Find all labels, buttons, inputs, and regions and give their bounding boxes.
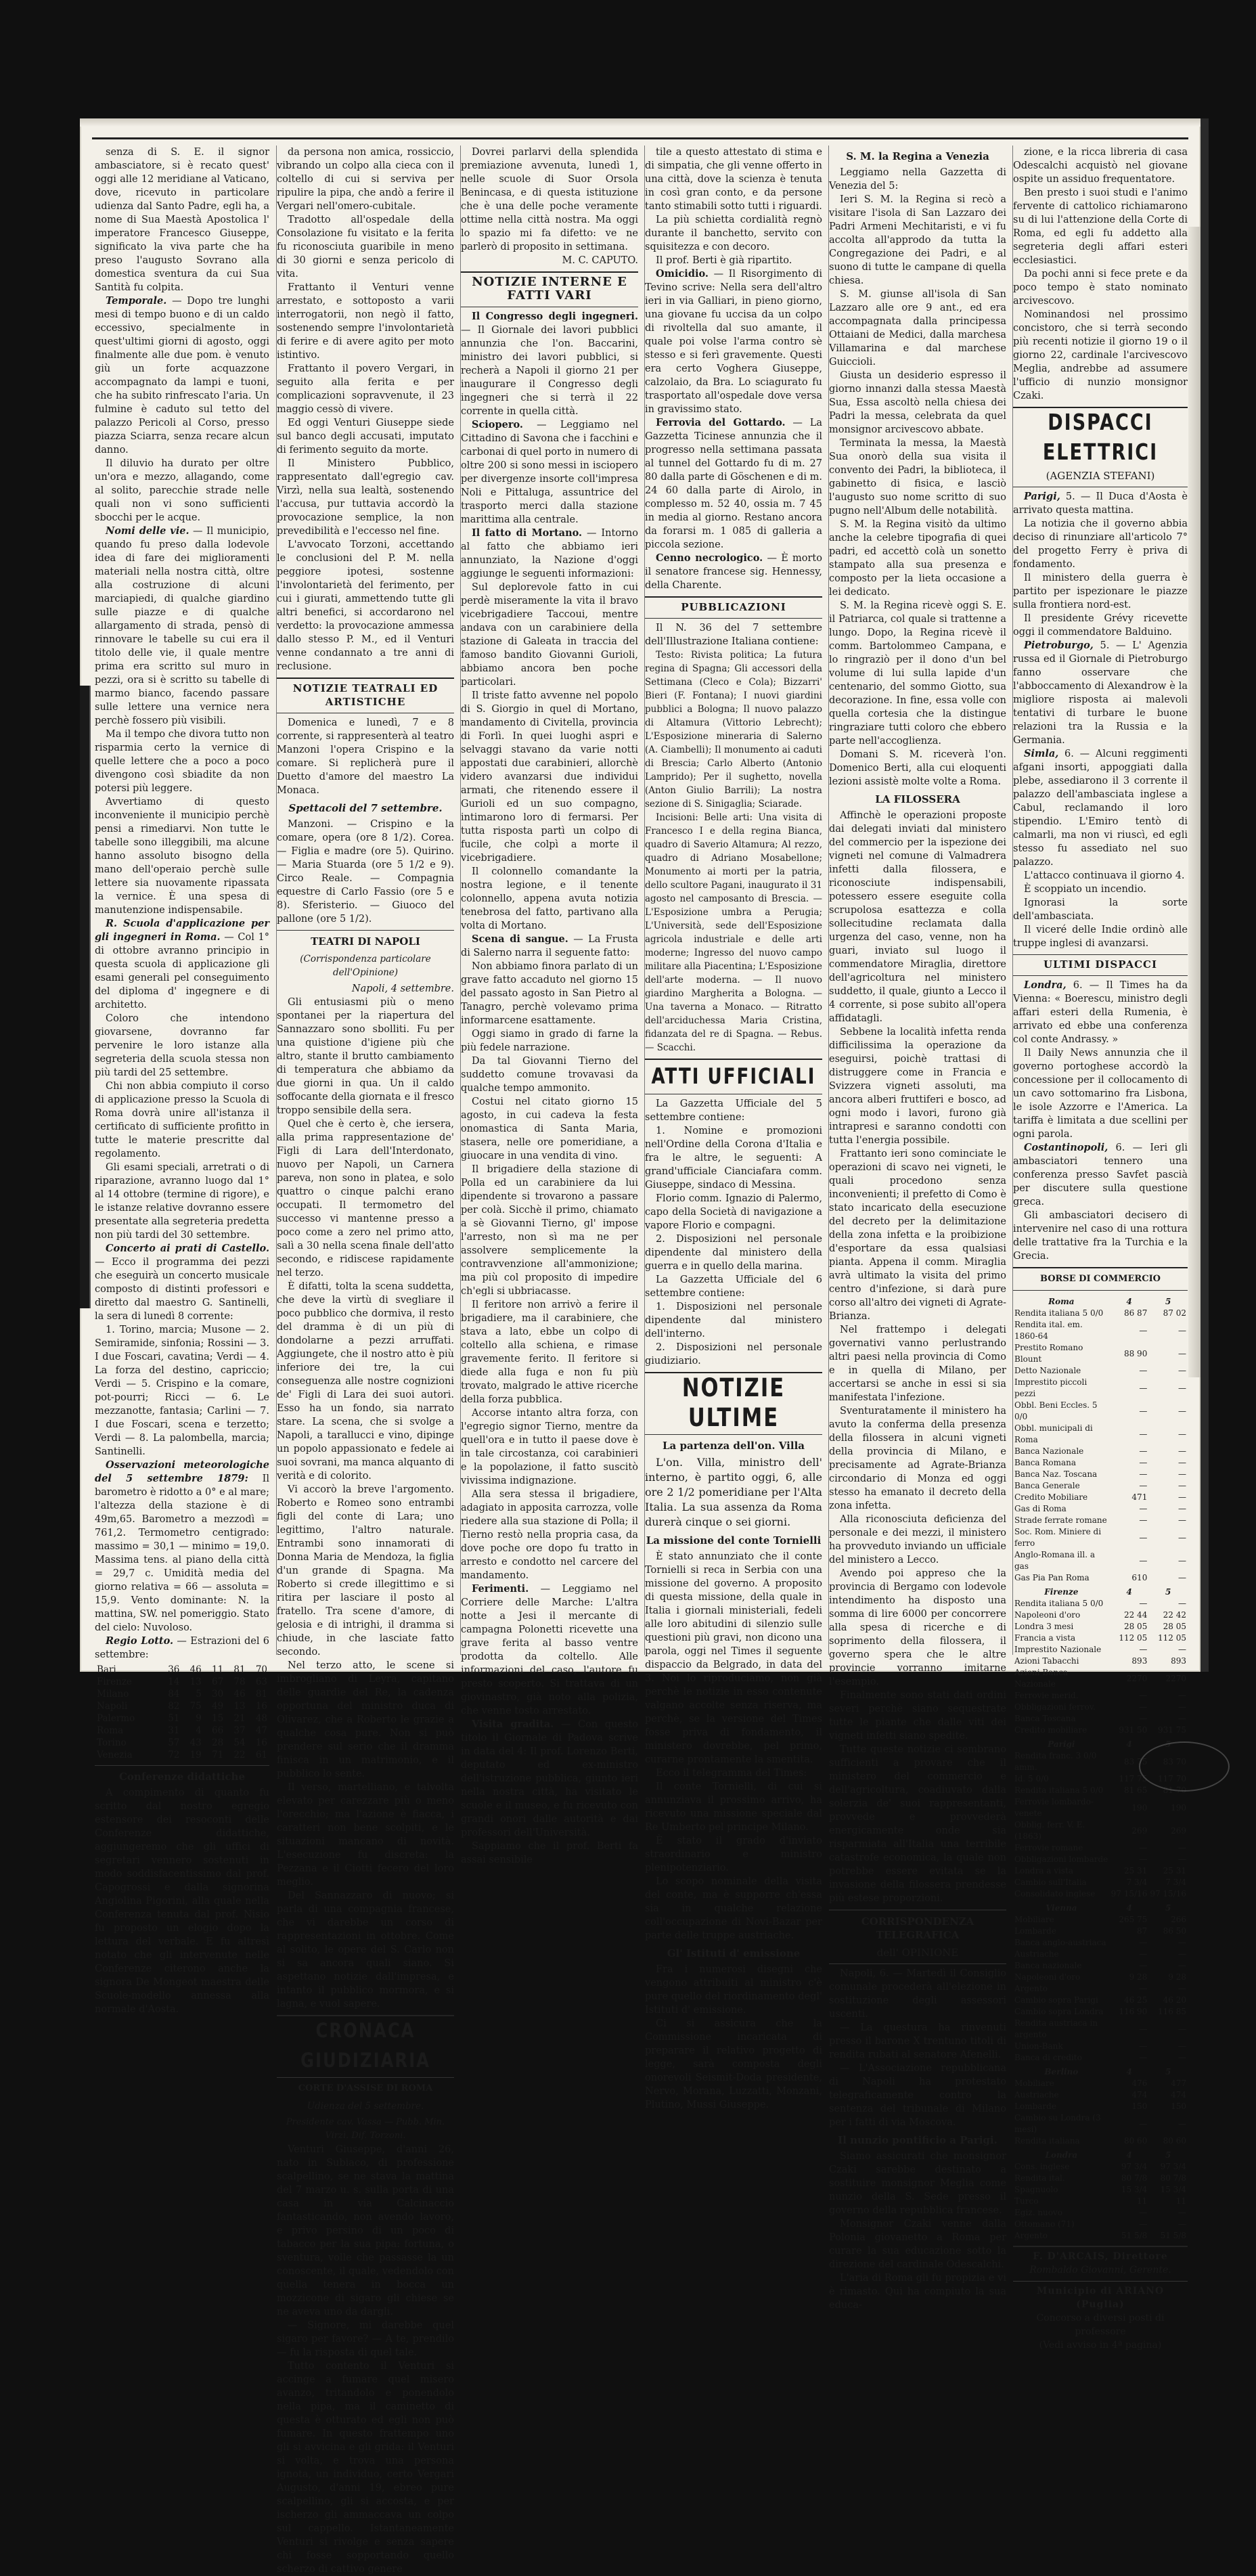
paragraph: Domani S. M. riceverà l'on. Domenico Berti, alla cui eloquenti lezioni assistè molte volte a Roma. xyxy=(829,749,1006,787)
divider xyxy=(461,271,638,273)
paragraph: Manzoni. — Crispino e la comare, opera (ore 8 1/2). Corea. — Figlia e madre (ore 5). Quirino. — Maria Stuarda (ore 5 1/2 e 9). Circo Reale. — Compagnia equestre di Carlo Fassio (ore 5 e 8). Sferisterio. — Giuoco del pallone (ore 5 1/2). xyxy=(277,819,454,925)
paragraph: — La questura ha rinvenuti presso il barone X trentuno titoli di rendita rubati al senatore Afenelli. xyxy=(829,2022,1006,2060)
divider xyxy=(1013,975,1188,976)
column-4 xyxy=(644,146,823,2110)
paragraph: Tutto contento il Venturi si accinge a fumare quel misero avanzo, tritandolo e ponendolo nella pipa, ma il caminetto di questa è otturato ed egli non può fumare. In questo frattempo uno gli si avvicina e gli grida: il Venturi si volta, e trova una persona ignota, un individuo, certo Vergari Augusto, d'anni 19, ebreo pure scalpellino, gli si accosta, e per ischerzo gli ammaccava un colpo sul cappello. Istantaneamente Venturi si rivolge e senza sapere chi fosse sopportando quello scherzo di cattivo genere xyxy=(277,2361,454,2575)
paragraph: L'avvocato Torzoni, accettando le conclusioni del P. M. nella peggiore ipotesi, sostenne l'involontarietà del ferimento, per cui i giurati, ammettendo tutte gli altri benefici, si accordarono nel verdetto: la provocazione ammessa dallo stesso P. M., ed il Venturi venne condannato a tre anni di reclusione. xyxy=(277,539,454,672)
paragraph: La più schietta cordialità regnò durante il banchetto, servito con squisitezza e con decoro. xyxy=(645,215,822,252)
paragraph: Terminata la messa, la Maestà Sua onorò della sua visita il convento dei Padri, la biblioteca, il gabinetto di fisica, e lasciò l'augusto suo nome scritto di suo pugno nell'Album delle notabilità. xyxy=(829,438,1006,516)
newspaper-page xyxy=(80,118,1201,2575)
lotto-row: Milano 84 5 30 46 81 xyxy=(97,1689,267,1700)
bourse-city-row: Firenze 4 5 xyxy=(1044,1587,1171,1597)
paragraph: Vi accorò la breve l'argomento. Roberto e Romeo sono entrambi figli del conte di Lara; uno legittimo, l'altro naturale. Entrambi sono innamorati di Donna Maria de Mendoza, la figlia d'un grande di Spagna. Ma Roberto si crede illegittimo e si ritira per lasciare il posto al fratello. Tra scene d'amore, di gelosia e di intrighi, il dramma si chiude, in che lasciate fatto secondo. xyxy=(277,1484,454,1658)
paragraph: Ferrovia del Gottardo. — La Gazzetta Ticinese annunzia che il progresso nella settimana passata al tunnel del Gottardo fu di m. 27 80 dalla parte di Göschenen e di m. 24 60 dalla parte di Airolo, in complesso m. 52 40, ossia m. 7 45 in media al giorno. Restano ancora da forarsi m. 1 085 di galleria a piccola sezione. xyxy=(645,417,822,550)
bourse-row: Rendita italiana 5 0/0 81 65 81 70 xyxy=(1014,1785,1186,1795)
paragraph: Alla riconosciuta deficienza del personale e dei mezzi, il ministero ha provveduto inviando un ufficiale del ministero a Lecco. xyxy=(829,1514,1006,1565)
section-title: CORRISPONDENZA TELEGRAFICA xyxy=(861,1915,974,1941)
paragraph: Il viceré delle Indie ordinò alle truppe inglesi di avanzarsi. xyxy=(1013,925,1188,949)
paragraph: Il diluvio ha durato per oltre un'ora e mezzo, allagando, come al solito, parecchie strade nelle quali non vi sono sufficienti sbocchi per le acque. xyxy=(95,458,269,523)
section-subtitle: La partenza dell'on. Villa xyxy=(663,1440,805,1452)
bourse-city-row: Parigi 4 5 xyxy=(1048,1739,1171,1749)
paragraph: Monsignor Czaki venne dalla Polonia giovanetto a Roma per curare la sua educazione sotto la direzione del cardinale Odescalchi. xyxy=(829,2219,1006,2270)
paragraph: Frattanto il Venturi venne arrestato, e sottoposto a varii interrogatorii, non negò il fatto, sostenendo sempre l'involontarietà di ferire e di avere agito per moto istintivo. xyxy=(277,282,454,361)
paragraph: Quel che è certo è, che iersera, alla prima rappresentazione de' Figli di Lara dell'Interdonato, nuovo per Napoli, un Carnera pareva, non sono in platea, e solo quattro o cinque palchi erano occupati. Il termometro del successo vi mantenne presso a poco come a zero nel primo atto, salì a 30 nella scena finale dell'atto secondo, e ridiscese rapidamente nel terzo. xyxy=(277,1119,454,1279)
bourse-row: Obbl. municipali di Roma — — xyxy=(1014,1423,1186,1444)
publisher-signature: F. D'ARCAIS, Direttore Rombaldo Giovanni, Gerente. Municipio di ARIANO (Puglia) Concorso a diversi posti di professore (Vedi avviso in 4ª pagina) xyxy=(1013,2250,1188,2352)
divider xyxy=(277,930,454,931)
paragraph: — L'Associazione repubblicana di Napoli ha protestato telegraficamente contro la sentenza del tribunale di Milano per i fatti di via Moscova. xyxy=(829,2063,1006,2128)
bourse-city-row: Londra 4 5 xyxy=(1045,2150,1171,2160)
bourse-row: Rendita ital. em. 1860-64 — — xyxy=(1014,1320,1186,1341)
paragraph: Sul deplorevole fatto in cui perdè miseramente la vita il bravo vicebrigadiere Taccoui, mentre andava con un carabiniere della stazione di Galeata in traccia del famoso bandito Giovanni Gurioli, abbiamo ancora ben poche particolari. xyxy=(461,582,638,688)
section-subtitle: Il nunzio pontificio a Parigi. xyxy=(838,2134,997,2146)
bourse-row: Obbligazioni ferrov. — — xyxy=(1014,1702,1186,1712)
bourse-row: Imprestito Nazionale — — xyxy=(1014,1645,1186,1654)
bourse-row: Argento — — xyxy=(1014,1984,1186,1993)
paragraph: Costantinopoli, 6. — Ieri gli ambasciatori tennero una conferenza presso Savfet pascià per discutere sulla questione greca. xyxy=(1013,1142,1188,1207)
section-title: ATTI UFFICIALI xyxy=(651,1063,816,1089)
section-title: NOTIZIE INTERNE E FATTI VARI xyxy=(472,275,627,303)
bourse-row: Turco 11 11 xyxy=(1014,2196,1186,2206)
paragraph: zione, e la ricca libreria di casa Odescalchi acquistò nel giovane ospite un assiduo frequentatore. xyxy=(1013,147,1188,185)
paragraph: Non abbiamo finora parlato di un grave fatto accaduto nel giorno 15 del passato agosto in San Pietro al Tanagro, perchè volevamo prima informarcene esattamente. xyxy=(461,961,638,1026)
paragraph: 1. Torino, marcia; Musone — 2. Semiramide, sinfonia; Rossini — 3. I due Foscari, cavatina; Verdi — 4. La forza del destino, capriccio; Verdi — 5. Crispino e la comare, pot-pourri; Ricci — 6. Le mezzanotte, fantasia; Carlini — 7. I due Foscari, scena e terzetto; Verdi — 8. La palombella, marcia; Santinelli. xyxy=(95,1325,269,1457)
paragraph: Ieri S. M. la Regina si recò a visitare l'isola di San Lazzaro dei Padri Armeni Mechitaristi, e vi fu accolta all'approdo da tutta la Congregazione dei Padri, e al suono di tutte le campane di quella chiesa. xyxy=(829,194,1006,286)
paragraph: L'on. Villa, ministro dell' interno, è partito oggi, 6, alle ore 2 1/2 pomeridiane per l'Alta Italia. La sua assenza da Roma durerà cinque o sei giorni. xyxy=(645,1456,822,1528)
paragraph: Ma il tempo che divora tutto non risparmia certo la vernice di quelle lettere che a poco a poco divengono così sbiadite da non potersi più leggere. xyxy=(95,729,270,794)
paragraph: Venturi Giuseppe, d'anni 26, nato in Subiaco, di professione scalpellino, se ne stava la mattina del 7 marzo u. s. sulla porta di una casa in via Calcinaccio fantasticando, non avendo lavoro, e privo persino di un poco di tabacco per la sua pipa: fortuna, o sventura, volle che passasse la un conoscente, il quale, vedendolo con quella tenera in bocca un mozzicone di sigaro gli chiese se ne aveva uno da dargli. xyxy=(277,2144,454,2317)
paragraph: — Signore, mi darebbe quel sigaro per favore? — A te, prendilo — fu la risposta di quel tale. xyxy=(277,2320,454,2358)
bourse-row: Austriache — — xyxy=(1014,1949,1186,1959)
paragraph: Ignorasi la sorte dell'ambasciata. xyxy=(1013,897,1188,922)
divider xyxy=(95,1765,269,1766)
divider xyxy=(829,1963,1006,1964)
paragraph: S. M. giunse all'isola di San Lazzaro alle ore 9 ant., ed era accompagnata dalla principessa Ottaiani de Medici, dalla marchesa Villamarina e dal marchese Guiccioli. xyxy=(829,289,1006,368)
paragraph: Gli ambasciatori decisero di intervenire nel caso di una rottura delle trattative fra la Turchia e la Grecia. xyxy=(1013,1210,1188,1262)
bourse-row: Id. 5 0/0 117 75 117 70 xyxy=(1014,1774,1186,1783)
paragraph: È stato annunziato che il conte Tornielli si reca in Serbia con una missione del governo. A proposito di questa missione, della quale in Italia i giornali ministeriali, fedeli alle loro abitudini di silenzio sulle questioni più gravi, non dicono una parola, oggi nel Times il seguente dispaccio da Belgrado, in data del 3. Noi lo riproduciamo, non già perchè le notizie in esso contenute valgano accolte senza riserva, ma perchè, se la versione del Times fosse priva di fondamento, il ministero dovrebbe, pel primo, curarne prontamente la smentita. xyxy=(645,1551,822,1765)
lotto-row: Venezia 72 19 71 22 61 xyxy=(97,1750,267,1760)
page-edge-shadow xyxy=(1188,227,1201,1377)
column-2 xyxy=(276,146,454,2575)
section-title: DISPACCI ELETTRICI xyxy=(1042,409,1159,466)
paragraph: Chi non abbia compiuto il corso di applicazione presso la Scuola di Roma dovrà unire all'istanza il certificato di sufficiente profitto in tutte le materie prescritte dal regolamento. xyxy=(95,1081,269,1159)
paragraph: Frattanto il povero Vergari, in seguito alla ferita e per complicazioni sopravvenute, il 23 maggio cessò di vivere. xyxy=(277,363,454,415)
paragraph: Temporale. — Dopo tre lunghi mesi di tempo buono e di un caldo eccessivo, specialmente in quest'ultimi giorni di agosto, oggi finalmente alle due pom. è venuto giù un forte acquazzone accompagnato da lampi e tuoni, che ha subito rinfrescato l'aria. Un fulmine è caduto sul tetto del palazzo Pericoli al Corso, presso piazza Sciarra, senza recare alcun danno. xyxy=(95,295,270,456)
dateline: Napoli, 4 settembre. xyxy=(351,983,454,994)
bourse-row: Banca anglo-austriaca — — xyxy=(1014,1938,1186,1947)
paragraph: L'aria di Roma gli fu propizia e vi è rimasto. Qui ha compiuto la sua educa- xyxy=(829,2273,1006,2311)
section-title: BORSE DI COMMERCIO xyxy=(1040,1274,1161,1284)
bourse-row: Consolidato inglese 97 15/16 97 15/16 xyxy=(1014,1889,1186,1898)
paragraph: Costui nel citato giorno 15 agosto, in cui cadeva la festa onomastica di Santa Maria, stasera, nelle ore pomeridiane, a giuocare in una vendita di vino. xyxy=(461,1096,638,1161)
bourse-row: Egiz. nuovo — — xyxy=(1014,2208,1186,2217)
bourse-row: Obbl. Beni Eccles. 5 0/0 — — xyxy=(1014,1400,1186,1421)
bourse-row: Soc. Rom. Miniere di ferro — — xyxy=(1014,1527,1186,1548)
paragraph: Sebbene la località infetta renda difficilissima la operazione da eseguirsi, poichè trattasi di distruggere come in Francia e Svizzera vigneti assoluti, ma ancora alberi fruttiferi e bosco, ad ogni modo i lavori, furono già intrapresi e saranno condotti con tutta l'energia possibile. xyxy=(829,1027,1006,1146)
divider xyxy=(829,1909,1006,1911)
lotto-row: Bari 36 46 11 81 70 xyxy=(97,1664,267,1675)
bourse-row: Cambio sopra Parigi 46 25 46 20 xyxy=(1014,1995,1186,2005)
bourse-row: Lombarde 87 86 50 xyxy=(1014,1926,1186,1936)
paragraph: Parigi, 5. — Il Duca d'Aosta è arrivato questa mattina. xyxy=(1013,491,1188,516)
divider xyxy=(277,678,454,679)
bourse-city-row: Roma 4 5 xyxy=(1048,1297,1171,1306)
column-1 xyxy=(95,146,270,2015)
paragraph: Frattanto ieri sono cominciate le operazioni di scavo nei vigneti, le quali procedono senza inconvenienti; il prefetto di Como è stato incaricato della esecuzione del decreto per la delimitazione della zona infetta e la proibizione d'esportare da essa qualsiasi pianta. Appena il comm. Miraglia avrà ultimato la visita del primo centro d'infezione, si darà pure corso all'altro dei vigneti di Agrate-Brianza. xyxy=(829,1149,1006,1322)
bourse-row: Banca Nazionale — — xyxy=(1014,1446,1186,1456)
paragraph: Omicidio. — Il Risorgimento di Tevino scrive: Nella sera dell'altro ieri in via Galliari, in pieno giorno, una giovane fu uccisa da un colpo di rivoltella dal suo amante, il quale poi volse l'arma contro sè stesso e si ferì gravemente. Questi era certo Voghera Giuseppe, calzolaio, da Bra. Lo sciagurato fu trasportato all'ospedale dove versa in gravissimo stato. xyxy=(645,268,823,415)
paragraph: Nel frattempo i delegati governativi vanno perlustrando altri paesi nella provincia di Como e in quella di Milano, per accertarsi se anche in essi si sia manifestata l'infezione. xyxy=(829,1325,1006,1403)
section-subtitle: CORTE D'ASSISE DI ROMA xyxy=(298,2083,433,2093)
section-title: ULTIMI DISPACCI xyxy=(1043,958,1157,971)
paragraph: Il fatto di Mortano. — Intorno al fatto che abbiamo ieri annunziato, la Nazione d'oggi aggiunge le seguenti informazioni: xyxy=(461,527,638,579)
bourse-row: Strade ferrate romane — — xyxy=(1014,1515,1186,1525)
paragraph: La notizia che il governo abbia deciso di rinunziare all'articolo 7° del progetto Ferry è priva di fondamento. xyxy=(1013,518,1188,570)
paragraph: Alla sera stessa il brigadiere, adagiato in apposita carrozza, volle riedere alla sua stazione di Polla; il Tierno restò nella propria casa, da dove poche ore dopo fu tratto in arresto e condotto nel carcere del mandamento. xyxy=(461,1489,638,1581)
paragraph: Da tal Giovanni Tierno del suddetto comune trovavasi da qualche tempo ammonito. xyxy=(461,1056,638,1094)
library-stamp xyxy=(1139,1741,1230,1792)
paragraph: Il brigadiere della stazione di Polla ed un carabiniere da lui dipendente si trovarono a passare per colà. Sicchè il primo, chiamato a sè Giovanni Tierno, gl' impose l'arresto, non sì ma ne per assolvere semplicemente la contravvenzione all'ammonizione; ma più col proposito di impedire ch'egli si ubbriacasse. xyxy=(461,1164,638,1297)
bourse-row: Rendita italiana 5 0/0 — — xyxy=(1014,1599,1186,1608)
section-title: Conferenze didattiche xyxy=(118,1771,245,1783)
paragraph: Pietroburgo, 5. — L' Agenzia russa ed il Giornale di Pietroburgo fanno osservare che l'abboccamento di Alexandrow è la migliore risposta ai malevoli tentativi di turbare le buone relazioni tra la Russia e la Germania. xyxy=(1013,640,1188,746)
divider xyxy=(277,2077,454,2078)
bourse-row: Imprestito piccoli pezzi — — xyxy=(1014,1377,1186,1398)
paragraph: Da pochi anni si fece prete e da poco tempo è stato nominato arcivescovo. xyxy=(1013,269,1188,307)
paragraph: A compimento di quanto fu scritto dal nostro egregio estensore dei resoconti delle Conferenze didattiche, aggiungeremo che gli uffici di segretari vennero sostenuti in modo soddisfacentissimo dal prof. Capogrossi e dalla signorina Angiolina Pigorini, alla quale nella Conferenza tenuta dal prof. Nisio fu proposto un elogio dopo la lettura del verbale. E fu altresì notato che gli intervenute nelle Conferenze citerono anche la signora De Mongeot maestra delle Scuole-modello annessa alla normale d'Aosta. xyxy=(95,1787,269,2015)
bourse-row: Francia a vista 112 05 112 05 xyxy=(1014,1633,1186,1643)
bourse-row: Prestito Romano Blount 88 90 — xyxy=(1014,1343,1186,1364)
lotto-row: Roma 31 4 66 37 47 xyxy=(97,1725,267,1736)
section-title: TEATRI DI NAPOLI xyxy=(311,935,420,948)
paragraph: Tutte queste notizie ci sembrano sufficienti a provare che il ministero del commercio e dell'agricoltura, coadiuvato dalla solerzia de' suoi rappresentanti, provvede e provvederà energicamente onde sia risparmiata all'Italia una terribile catastrofe economica, la quale non potrebbe essere evitata se la invasione della filossera prendesse più estese proporzioni. xyxy=(829,1744,1006,1904)
paragraph: Il Ministero Pubblico, rappresentato dall'egregio cav. Virzì, nella sua lealtà, sostenendo l'accusa, pur tuttavia accordò la provocazione semplice, la non prevedibilità e l'eccesso nel fine. xyxy=(277,458,454,537)
paragraph: 1. Disposizioni nel personale dipendente dal ministero dell'interno. xyxy=(645,1302,822,1339)
bourse-row: Cons. inglese 97 3/4 97 3/4 xyxy=(1014,2162,1186,2171)
paragraph: tile a questo attestato di stima e di simpatia, che gli venne offerto in una città, dove la scienza è tenuta in così gran conto, e da persone tanto stimabili sotto tutti i riguardi. xyxy=(645,147,822,212)
bourse-row: Rendita italiana 80 60 80 60 xyxy=(1014,2136,1186,2146)
divider xyxy=(1013,1267,1188,1268)
paragraph: Ferimenti. — Leggiamo nel Corriere delle Marche: L'altra notte a Jesi il mercante di campagna Polonetti ricevette una grave ferita al basso ventre prodotta da coltello. Alle informazioni del caso, l'autore fu presto scoperto. Si trattava di un giovinastro, già noto alla polizia, che venne tosto arrestato. xyxy=(461,1583,639,1716)
bourse-row: Detto Nazionale — — xyxy=(1014,1366,1186,1375)
bourse-row: Rendita austriaca in argento — — xyxy=(1014,2018,1186,2039)
paragraph: Siamo assicurati che monsignor Czaki sarebbe destinato a sostituire monsignor Meglia come nunzio della S. Sede presso il governo della repubblica francese. xyxy=(829,2151,1006,2216)
paragraph: Sciopero. — Leggiamo nel Cittadino di Savona che i facchini e carbonai di quel porto in numero di oltre 200 si sono messi in isciopero per divergenze insorte coll'impresa Noli e Pittaluga, assuntrice del trasporto merci dalla stazione marittima alla centrale. xyxy=(461,419,639,525)
paragraph: Il presidente Grévy ricevette oggi il commendatore Balduino. xyxy=(1013,613,1188,638)
paragraph: È stato il grado d'inviato straordinario e ministro plenipotenziario. xyxy=(645,1836,822,1873)
paragraph: Del Sannazzaro di nuovo; si parla di una compagnia francese, che vi darebbe un corso di rappresentazioni in ottobre. Come al solito, le opere del S. Carlo non si sa ancora quali siano. Si aspettano notizie dall'impresa, e intanto il pubblico mormora, e si lagna, e vuol sapere. xyxy=(277,1890,454,2009)
paragraph: Sventuratamente il ministero ha avuto la conferma della presenza della filossera in alcuni vigneti della provincia di Milano, e precisamente ad Agrate-Brianza circondario di Monza ed oggi stesso ha emanato il decreto della zona infetta. xyxy=(829,1406,1006,1511)
paragraph: Ed oggi Venturi Giuseppe siede sul banco degli accusati, imputato di ferimento seguito da morte. xyxy=(277,418,454,456)
paragraph: Il conte Tornielli, di cui si annunziava il prossimo arrivo, ha ricevuto una missione speciale dal Re Umberto pel principe Milano. xyxy=(645,1781,822,1833)
paragraph: Ecco il telegramma del Times: xyxy=(656,1768,807,1779)
dateline: Udienza del 5 settembre. xyxy=(307,2101,424,2112)
section-subtitle: (AGENZIA STEFANI) xyxy=(1046,470,1155,482)
bourse-row: Banca Generale — — xyxy=(1014,1481,1186,1490)
paragraph: R. Scuola d'applicazione per gli ingegneri in Roma. — Col 1° di ottobre avranno principio in questa scuola di applicazione gli esami generali pel conseguimento del diploma d' ingegnere e di architetto. xyxy=(95,918,270,1011)
paragraph: Il prof. Berti è già ripartito. xyxy=(656,255,792,266)
bourse-row: Obbligazioni lombarde — — xyxy=(1014,1855,1186,1864)
court-info: Presidente cav. Vassa — Pubb. Min. Virzì. Dif. Torzoni. xyxy=(286,2117,445,2141)
bourse-row: Rendita italiana 5 0/0 86 87 87 02 xyxy=(1014,1308,1186,1318)
bourse-row: Anglo-Romana ill. a gas — — xyxy=(1014,1550,1186,1571)
bourse-row: Spagnuolo 15 3/4 15 3/4 xyxy=(1014,2185,1186,2194)
header-rule xyxy=(92,137,1188,139)
paragraph: Fra i numerosi disegni che vengono attribuiti al ministro c'è pure quello del riordinamento degl' Istituti d' emissione. xyxy=(645,1964,822,2016)
bourse-row: Credito mobiliare 931 50 931 75 xyxy=(1014,1725,1186,1735)
paragraph: Il triste fatto avvenne nel popolo di S. Giorgio in quel di Mortano, mandamento di Civitella, provincia di Forlì. In quei luoghi aspri e selvaggi stavano da varie notti appostati due carabinieri, allorchè videro avanzarsi due individui armati, che ritenendo essere il Gurioli ed un suo compagno, intimarono loro di fermarsi. Per tutta risposta partì un colpo di fucile, che colpì a morte il vicebrigadiere. xyxy=(461,690,638,864)
bourse-row: Napoleoni d'oro 9 28 9 28 xyxy=(1014,1972,1186,1982)
bourse-row: Cambio sopra Londra 116 90 116 85 xyxy=(1014,2007,1186,2016)
section-subtitle: La missione del conte Tornielli xyxy=(646,1534,822,1547)
paragraph: Domenica e lunedì, 7 e 8 corrente, si rappresenterà al teatro Manzoni l'opera Crispino e la comare. Si replicherà pure il Duetto d'amore del maestro La Monaca. xyxy=(277,717,454,796)
paragraph: Scena di sangue. — La Frusta di Salerno narra il seguente fatto: xyxy=(461,933,638,958)
lotto-row: Torino 57 43 28 54 16 xyxy=(97,1737,267,1748)
section-title: LA FILOSSERA xyxy=(875,793,960,805)
paragraph: Accorse intanto altra forza, con l'egregio signor Tierno, mentre da quell'ora e in tutto il paese dove è in tale circostanza, coi carabinieri e la popolazione, il fatto suscitò vivissima indignazione. xyxy=(461,1408,638,1486)
section-subtitle: dell' OPINIONE xyxy=(876,1947,959,1959)
paragraph: Avvertiamo di questo inconveniente il municipio perchè pensi a rimediarvi. Non tutte le tabelle sono illeggibili, ma alcune hanno assoluto bisogno della mano dell'operaio perchè sulle lettere sia nuovamente ripassata la vernice. È una spesa di manutenzione indispensabile. xyxy=(95,797,269,916)
divider xyxy=(645,596,822,598)
bourse-row: Lombarde 150 150 xyxy=(1014,2102,1186,2111)
divider xyxy=(1013,2246,1188,2247)
bourse-row: Austriache 474 474 xyxy=(1014,2090,1186,2100)
paragraph: da persona non amica, rossiccio, vibrando un colpo alla cieca con il coltello di cui si serviva per ripulire la pipa, che andò a ferire il Vergari nell'omero-cubitale. xyxy=(277,147,454,212)
paragraph: Londra, 6. — Il Times ha da Vienna: « Boerescu, ministro degli affari esteri della Rumenia, è arrivato ed ebbe una conferenza col conte Andrassy. » xyxy=(1013,979,1188,1045)
paragraph: Ben presto i suoi studi e l'animo fervente di cattolico richiamarono su di lui l'attenzione della Corte di Roma, ed egli fu addetto alla segreteria degli affari esteri ecclesiastici. xyxy=(1013,187,1188,266)
paragraph: senza di S. E. il signor ambasciatore, si è recato quest' oggi alle 12 meridiane al Vaticano, dove, ricevuto in particolare udienza dal Santo Padre, egli ha, a nome di Sua Maestà Apostolica l' imperatore Francesco Giuseppe, significato la viva parte che ha preso l'augusto Sovrano alla domestica sventura da cui Sua Santità fu colpita. xyxy=(95,147,269,293)
paragraph: Tradotto all'ospedale della Consolazione fu visitato e la ferita fu riconosciuta guaribile in meno di 30 giorni e senza pericolo di vita. xyxy=(277,215,454,280)
divider xyxy=(645,1059,822,1060)
paragraph: Regio Lotto. — Estrazioni del 6 settembre: xyxy=(95,1635,270,1660)
scanner-edge xyxy=(1201,118,1209,1672)
paragraph: L'attacco continuava il giorno 4. xyxy=(1024,870,1185,881)
paragraph: Il Congresso degli ingegneri. — Il Giornale dei lavori pubblici annunzia che l'on. Baccarini, ministro dei lavori pubblici, si recherà a Napoli il giorno 21 per inaugurare il Congresso degli ingegneri che si terrà il 22 corrente in quella città. xyxy=(461,311,638,417)
paragraph: 1. Nomine e promozioni nell'Ordine della Corona d'Italia e fra le altre, le seguenti: A grand'ufficiale Cianciafara comm. Giuseppe, sindaco di Messina. xyxy=(645,1126,822,1191)
divider xyxy=(1013,1290,1188,1291)
paragraph: Finalmente sono stati dati ordini severi perchè siano sequestrate tutte le piante che dalle viti dei vigneti infetti siano spedite. xyxy=(829,1690,1006,1741)
column-3 xyxy=(460,146,639,1865)
paragraph: Sappiamo che il prof. Berti fa assai sensibile xyxy=(461,1841,638,1865)
section-title: Spettacoli del 7 settembre. xyxy=(288,802,443,814)
bourse-row: Gas di Roma — — xyxy=(1014,1504,1186,1513)
paragraph: Napoli, 6. — Martedì il Consiglio comunale procederà all'elezione in sostituzione degli assessori uscenti. xyxy=(829,1968,1006,2020)
paragraph: Il verso, martelliano, e talvolta elevato per carezzare più o meno l'orecchio; ma l'azione è fiacca, i caratteri non bene scolpiti, e le situazioni mancano di novità. L'esecuzione fu discreta: la Pezzana e il Ciotti fecero del loro meglio. xyxy=(277,1782,454,1888)
paragraph: Avendo poi appreso che la provincia di Bergamo con lodevole intendimento ha disposto una somma di lire 6000 per concorrere alla spesa di ricerche e di soprimento della filossera, il governo spera che le altre provincie vorranno imitarne l'esempio. xyxy=(829,1568,1006,1687)
bourse-row: Banca nazionale — — xyxy=(1014,1961,1186,1970)
bourse-row: Azioni Tabacchi 893 893 xyxy=(1014,1656,1186,1666)
section-title: NOTIZIE TEATRALI ED ARTISTICHE xyxy=(292,682,439,708)
bourse-row: Londra a vista 25 31 25 31 xyxy=(1014,1866,1186,1875)
divider xyxy=(645,1434,822,1435)
paragraph: Concerto ai prati di Castello. — Ecco il programma dei pezzi che eseguirà un concerto musicale composto di distinti professori e diretto dal maestro G. Santinelli, la sera di lunedì 8 corrente: xyxy=(95,1243,269,1322)
bourse-row: Mobiliare 265 75 266 xyxy=(1014,1915,1186,1924)
section-subtitle: Gl' Istituti d' emissione xyxy=(667,1947,801,1959)
paragraph: Il Daily News annunzia che il governo portoghese accordò la concessione per il collocamento di un cavo sottomarino fra Lisbona, le isole Azzorre e l'America. La tariffa è limitata a due scellini per ogni parola. xyxy=(1013,1048,1188,1140)
paragraph: Osservazioni meteorologiche del 5 settembre 1879: Il barometro è ridotto a 0° e al mare; l'altezza della stazione è di 49m,65. Barometro a mezzodì = 761,2. Termometro centigrado: massimo = 30,1 — minimo = 19,0. Massima tens. al piano della città = 29,7 c. Umidità media del giorno relativa = 66 — assoluta = 15,9. Vento dominante: N. la mattina, SW. nel pomeriggio. Stato del cielo: Nuvoloso. xyxy=(95,1459,270,1633)
paragraph: Il N. 36 del 7 settembre dell'Illustrazione Italiana contiene: xyxy=(645,623,822,647)
paragraph: Il feritore non arrivò a ferire il brigadiere, ma il carabiniere, che stava a lato, ebbe un colpo di coltello alla schiena, e rimase gravemente ferito. Il feritore si diede alla fuga e non fu più trovato, malgrado le attive ricerche della forza pubblica. xyxy=(461,1300,638,1405)
paragraph: 2. Disposizioni nel personale dipendente dal ministero della guerra e in quello della marina. xyxy=(645,1234,822,1272)
paragraph: Il ministero della guerra è partito per ispezionare le piazze sulla frontiera nord-est. xyxy=(1013,573,1188,610)
paragraph: S. M. la Regina visitò da ultimo anche la celebre tipografia di quei padri, ed accettò colà un sonetto stampato alla sua presenza e composto per la lieta occasione a lei dedicato. xyxy=(829,519,1006,598)
section-title: S. M. la Regina a Venezia xyxy=(846,150,989,162)
section-title: PUBBLICAZIONI xyxy=(681,601,786,613)
bourse-row: Credito Mobiliare 471 — xyxy=(1014,1492,1186,1502)
bourse-row: Londra 3 mesi 28 05 28 05 xyxy=(1014,1622,1186,1631)
paragraph: Oggi siamo in grado di farne la più fedele narrazione. xyxy=(461,1029,638,1053)
bourse-row: Gas Pia Pan Roma 610 — xyxy=(1014,1573,1186,1582)
paragraph: Dovrei parlarvi della splendida premiazione avvenuta, lunedì 1, nelle scuole di Suor Orsola Benincasa, e di questa istituzione che è una delle poche veramente ottime nella città nostra. Ma oggi lo spazio mi fa difetto: ve ne parlerò di proposito in settimana. xyxy=(461,147,638,252)
lotto-table xyxy=(95,1664,269,1761)
paragraph: La Gazzetta Ufficiale del 6 settembre contiene: xyxy=(645,1274,822,1299)
bourse-row: Banca Romana — — xyxy=(1014,1458,1186,1467)
column-5 xyxy=(828,146,1006,2311)
paragraph: Testo: Rivista politica; La futura regina di Spagna; Gli accessori della Settimana (Cleco e Cola); Bizzarri' Bieri (F. Fontana); I nuovi giardini pubblici a Bologna; Il nuovo palazzo di Altamura (Vittorio Lebrecht); L'Esposizione mineraria di Salerno (A. Ciambelli); Il monumento ai caduti di Brescia; Carlo Alberto (Antonio Lamprido); Per il sughetto, novella (Anton Giulio Barrili); La nostra sezione di S. Sinigaglia; Sciarade. xyxy=(645,650,822,809)
lotto-row: Napoli 82 75 49 13 16 xyxy=(97,1701,267,1712)
binding-mark xyxy=(80,686,91,1308)
bourse-row: Ferrovie romane — — xyxy=(1014,1843,1186,1852)
section-subtitle: (Corrispondenza particolare dell'Opinione) xyxy=(300,954,431,978)
bourse-row: Ferrovie merid. — — xyxy=(1014,1691,1186,1700)
bourse-city-row: Vienna 4 5 xyxy=(1046,1903,1171,1913)
paragraph: Incisioni: Belle arti: Una visita di Francesco I e della regina Bianca, quadro di Saverio Altamura; Al rezzo, quadro di Adriano Mosabellone; Monumento ai morti per la patria, dello scultore Pagani, inaugurato il 31 agosto nel camposanto di Brescia. — L'Esposizione umbra a Perugia; L'Università, sede dell'Esposizione agricola industriale e delle arti moderne; Ingresso del nuovo campo militare alla Piacentina; L'Esposizione dell'arte moderna. — Il nuovo giardino Margherita a Bologna. — Una taverna a Monaco. — Ritratto dell'arciduchessa Maria Cristina, fidanzata del re di Spagna. — Rebus. — Scacchi. xyxy=(645,812,822,1053)
author-signature: M. C. CAPUTO. xyxy=(562,255,638,266)
bourse-row: Union-Bank — — xyxy=(1014,2041,1186,2051)
bourse-row: Cambio su Londra (3 mesi) — — xyxy=(1014,2113,1186,2134)
paragraph: Nomi delle vie. — Il municipio, quando fu preso dalla lodevole idea di fare dei miglioramenti materiali nella nostra città, oltre alla costruzione di alcuni marciapiedi, di qualche giardino sulle piazze e di qualche allargamento di strada, pensò di rinnovare le tabelle su cui era il titolo delle vie, il quale mentre prima era scritto sul muro in pezzi, ora si è scritto su tabelle di marmo bianco, facendo passare sulle lettere una vernice nera perchè fossero più visibili. xyxy=(95,525,269,726)
paragraph: Visita gradita. — Con questo titolo il Giornale di Padova scrive in data del 4: Il prof. Lorenzo Berti, deputato ed ex-ministro dell'istruzione pubblica, giunto ieri nella nostra città, ha visitato le scuole e il museo, e fu ricevuto con grandi onori dalle autorità e dai professori dell'Università. xyxy=(461,1718,639,1838)
paragraph: S. M. la Regina ricevè oggi S. E. il Patriarca, col quale si trattenne a lungo. Dopo, la Regina ricevè il comm. Bartolommeo Campana, e lo ringraziò per il dono d'un bel volume di lui sulla lapide d'un centenario, del sommo Giotto, sua decorazione. In fine, essa volle con quella cortesia che la distingue ringraziare tutti coloro che ebbero parte nell'accoglienza. xyxy=(829,600,1006,747)
section-title: NOTIZIE ULTIME xyxy=(681,1373,786,1433)
paragraph: Nominandosi nel prossimo concistoro, che si terrà secondo più recenti notizie il giorno 19 o il giorno 22, cardinale l'arcivescovo Meglia, andrebbe ad assumere l'ufficio di nunzio monsignor Czaki. xyxy=(1013,309,1188,401)
lotto-row: Firenze 14 13 67 78 63 xyxy=(97,1676,267,1687)
lotto-row: Palermo 51 9 15 21 48 xyxy=(97,1713,267,1724)
bourse-city-row: Berlino 4 5 xyxy=(1044,2067,1171,2077)
divider xyxy=(1013,954,1188,955)
paragraph: Nel terzo atto, le scene si imbrogliano di Leyra, capitano delle guardie del Re, la cadenza opportuna del ministro duca di Olivarez, che a Roberto le grazie a qualche cosa pure. Non si può prendere sul serio che il dramma finisca in un matrimonio, e il pubblico lo sente. xyxy=(277,1660,454,1779)
paragraph: È difatti, tolta la scena suddetta, che deve la virtù di svegliare il poco pubblico che dormiva, il resto del dramma è di un più di dondolarne a pezzi arruffati. Aggiungete, che il nostro atto è più inferiore dei tre, la cui conseguenza alle nostre cognizioni de' Figli di Lara dei suoi autori. Esso ha un fondo, sia narrato stare. La scena, che si svolge a Napoli, a tarallucci e vino, dipinge un popolo appassionato e fedele ai suoi sovrani, ma manca alquanto di verità e di colorito. xyxy=(277,1281,454,1482)
paragraph: 2. Disposizioni nel personale giudiziario. xyxy=(645,1342,822,1367)
bourse-row: Banca di credito — — xyxy=(1014,2053,1186,2062)
bourse-row: Ottomano (71) — — xyxy=(1014,2219,1186,2229)
paragraph: Florio comm. Ignazio di Palermo, capo della Società di navigazione a vapore Florio e compagni. xyxy=(645,1193,822,1231)
bourse-row: Obblig. ferr. V. E. (1863) 269 269 xyxy=(1014,1820,1186,1841)
divider xyxy=(645,618,822,619)
section-title: CRONACA GIUDIZIARIA xyxy=(300,2019,430,2072)
paragraph: Ci si assicura che la Commissione incaricata di preparare il relativo progetto di legge, sarà composta degli onorevoli Seismit-Doda presidente, Nervo, Morana, Luzzatti, Monzani, Plutino, Mussi Giuseppe. xyxy=(645,2018,822,2110)
paragraph: Coloro che intendono giovarsene, dovranno far pervenire le loro istanze alla segreteria della scuola stessa non più tardi del 25 settembre. xyxy=(95,1013,269,1078)
paragraph: Lo scopo nominale della visita del conte, ma è supporre ch'essa sia in qualche relazione coll'occupazione di Novi-Bazar per parte delle truppe austriache. xyxy=(645,1876,822,1941)
bourse-row: Rendita ital. 80 7/8 80 7/8 xyxy=(1014,2173,1186,2183)
paragraph: Gli entusiasmi più o meno spontanei per la riapertura del Sannazzaro sono sbolliti. Fu per una quistione d'igiene più che altro, stante il brutto cambiamento di temperatura che abbiamo da due giorni in qua. Un il caldo soffocante della giornata e il fresco troppo sensibile della sera. xyxy=(277,997,454,1116)
paragraph: Cenno necrologico. — È morto il senatore francese sig. Hennessy, della Charente. xyxy=(645,552,822,591)
bourse-row: Napoleoni d'oro 22 44 22 42 xyxy=(1014,1610,1186,1620)
paragraph: Gli esami speciali, arretrati o di riparazione, avranno luogo dal 1° al 14 ottobre (termine di rigore), e le istanze relative dovranno essere presentate alla segreteria predetta non più tardi del 30 settembre. xyxy=(95,1162,269,1241)
bourse-row: Mobiliare 476 477 xyxy=(1014,2079,1186,2088)
column-6 xyxy=(1012,146,1188,2351)
bourse-row: Ferrovie lombardo-venete 190 190 xyxy=(1014,1797,1186,1818)
bourse-row: Banca Naz. Toscana — — xyxy=(1014,1469,1186,1479)
paragraph: Simla, 6. — Alcuni reggimenti afgani insorti, appoggiati dalla plebe, assediarono il 3 corrente il palazzo dell'ambasciata inglese a Cabul, reclamando il loro stipendio. L'Emiro tentò di calmarli, ma non vi riuscì, ed egli stesso fu assediato nel suo palazzo. xyxy=(1013,748,1188,868)
bourse-row: Azioni Banca Nazionale 2270 2270 xyxy=(1014,1668,1186,1689)
paragraph: È scoppiato un incendio. xyxy=(1024,884,1146,895)
paragraph: Leggiamo nella Gazzetta di Venezia del 5: xyxy=(829,167,1006,192)
paragraph: Il colonnello comandante la nostra legione, e il tenente colonnello, appena avuta notizia tenebrosa del fatto, partivano alla volta di Mortano. xyxy=(461,866,638,931)
bourse-row: Cambio sull'Italia 7 3/4 7 3/4 xyxy=(1014,1878,1186,1887)
bourse-row: Rendita franc. 3 0/0 amm. 83 75 83 70 xyxy=(1014,1751,1186,1772)
bourse-row: Banca Toscana — — xyxy=(1014,1714,1186,1723)
paragraph: Giusta un desiderio espresso il giorno innanzi dalla stessa Maestà Sua, Essa ascoltò nella chiesa dei Padri la messa, celebrata da quel monsignor arcivescovo abbate. xyxy=(829,370,1006,435)
bourse-row: Argento 51 5/8 51 5/8 xyxy=(1014,2231,1186,2240)
paragraph: La Gazzetta Ufficiale del 5 settembre contiene: xyxy=(645,1098,822,1123)
paragraph: Affinchè le operazioni proposte dai delegati inviati dal ministero del commercio per la ispezione dei vigneti nel comune di Valmadrera infetti dalla filossera, e riconosciute indispensabili, potessero essere eseguite colla scrupolosa esattezza e colla sollecitudine reclamata dalla urgenza del caso, venne, non ha guari, inviato sul luogo il commendatore Miraglia, direttore dell'agricoltura nel ministero suddetto, il quale, giunto a Lecco il 4 corrente, si pose subito all'opera affidatagli. xyxy=(829,810,1006,1024)
